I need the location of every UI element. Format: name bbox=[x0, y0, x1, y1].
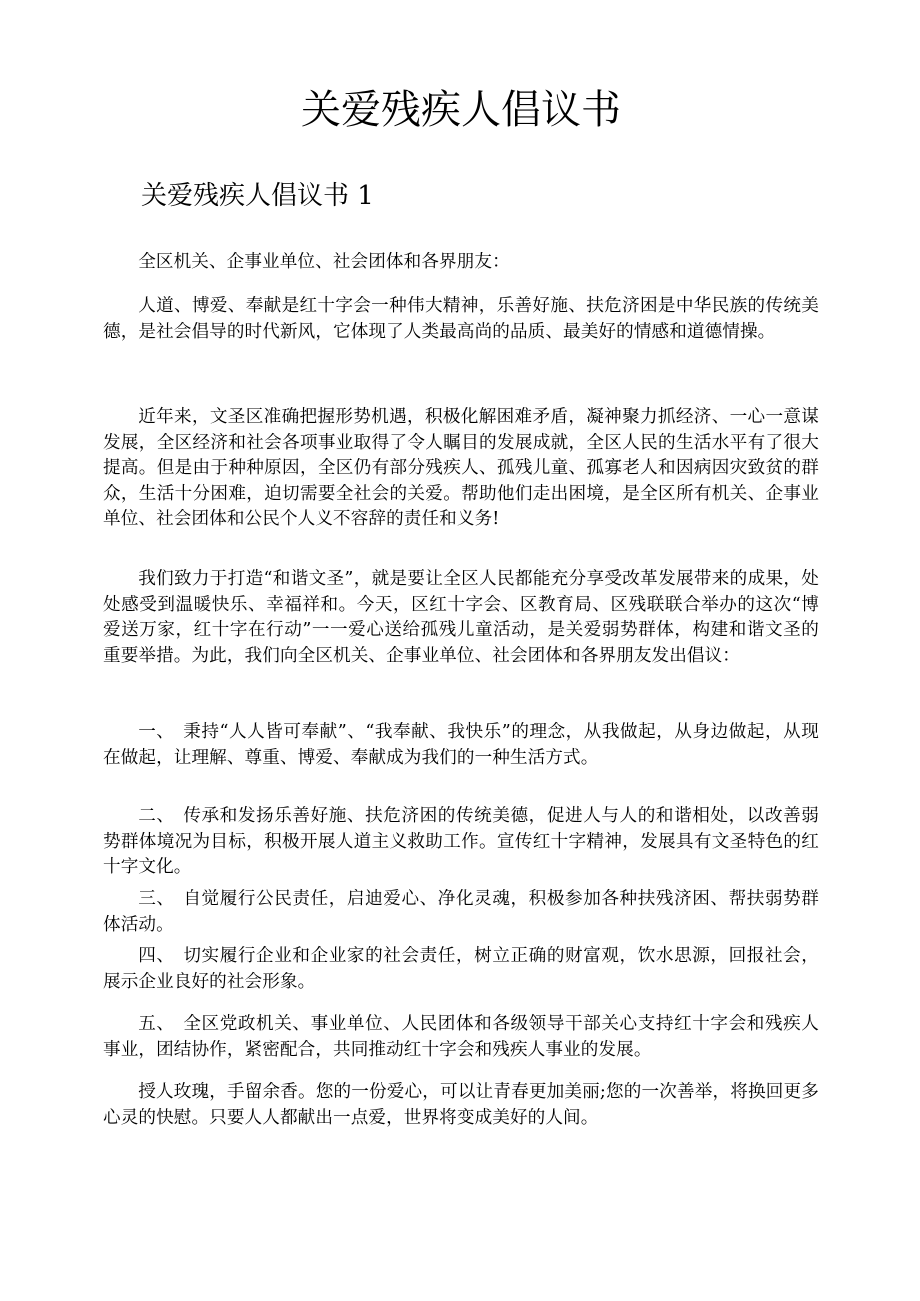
paragraph-intro: 人道、博爱、奉献是红十字会一种伟大精神，乐善好施、扶危济困是中华民族的传统美德，是社会倡导的时代新风，它体现了人类最高尚的品质、最美好的情感和道德情操。 bbox=[103, 296, 819, 342]
document-title: 关爱残疾人倡议书 bbox=[301, 87, 621, 133]
initiative-item bbox=[103, 804, 819, 881]
initiative-text: 秉持“人人皆可奉献”、“我奉献、我快乐”的理念，从我做起，从身边做起，从现在做起，让理解、尊重、博爱、奉献成为我们的一种生活方式。 bbox=[103, 722, 819, 768]
paragraph-closing: 授人玫瑰，手留余香。您的一份爱心，可以让青春更加美丽;您的一次善举，将换回更多心灵的快慰。只要人人都献出一点爱，世界将变成美好的人间。 bbox=[103, 1082, 819, 1128]
initiative-item bbox=[103, 1012, 819, 1063]
initiative-item bbox=[103, 944, 819, 995]
initiative-text: 切实履行企业和企业家的社会责任，树立正确的财富观，饮水思源，回报社会，展示企业良好的社会形象。 bbox=[103, 946, 819, 992]
initiative-number: 三、 bbox=[138, 889, 175, 909]
initiative-number: 二、 bbox=[138, 806, 175, 826]
initiative-number: 一、 bbox=[138, 722, 175, 742]
salutation: 全区机关、企事业单位、社会团体和各界朋友： bbox=[138, 252, 510, 272]
initiative-text: 全区党政机关、事业单位、人民团体和各级领导干部关心支持红十字会和残疾人事业，团结协作，紧密配合，共同推动红十字会和残疾人事业的发展。 bbox=[103, 1014, 819, 1060]
initiative-number: 四、 bbox=[138, 946, 175, 966]
initiative-number: 五、 bbox=[138, 1014, 175, 1034]
initiative-text: 传承和发扬乐善好施、扶危济困的传统美德，促进人与人的和谐相处，以改善弱势群体境况为目标，积极开展人道主义救助工作。宣传红十字精神，发展具有文圣特色的红十字文化。 bbox=[103, 806, 819, 878]
initiative-text: 自觉履行公民责任，启迪爱心、净化灵魂，积极参加各种扶残济困、帮扶弱势群体活动。 bbox=[103, 889, 819, 935]
paragraph-purpose: 我们致力于打造“和谐文圣”，就是要让全区人民都能充分享受改革发展带来的成果，处处感受到温暖快乐、幸福祥和。今天，区红十字会、区教育局、区残联联合举办的这次“博爱送万家，红十字在行动”一一爱心送给孤残儿童活动，是关爱弱势群体，构建和谐文圣的重要举措。为此，我们向全区机关、企事业单位、社会团体和各界朋友发出倡议： bbox=[103, 569, 819, 666]
initiative-item bbox=[103, 720, 819, 771]
section-title: 关爱残疾人倡议书 1 bbox=[141, 181, 374, 211]
paragraph-background: 近年来，文圣区准确把握形势机遇，积极化解困难矛盾，凝神聚力抓经济、一心一意谋发展，全区经济和社会各项事业取得了令人瞩目的发展成就，全区人民的生活水平有了很大提高。但是由于种种原因，全区仍有部分残疾人、孤残儿童、孤寡老人和因病因灾致贫的群众，生活十分困难，迫切需要全社会的关爱。帮助他们走出困境，是全区所有机关、企事业单位、社会团体和公民个人义不容辞的责任和义务! bbox=[103, 407, 819, 530]
initiative-item bbox=[103, 887, 819, 938]
